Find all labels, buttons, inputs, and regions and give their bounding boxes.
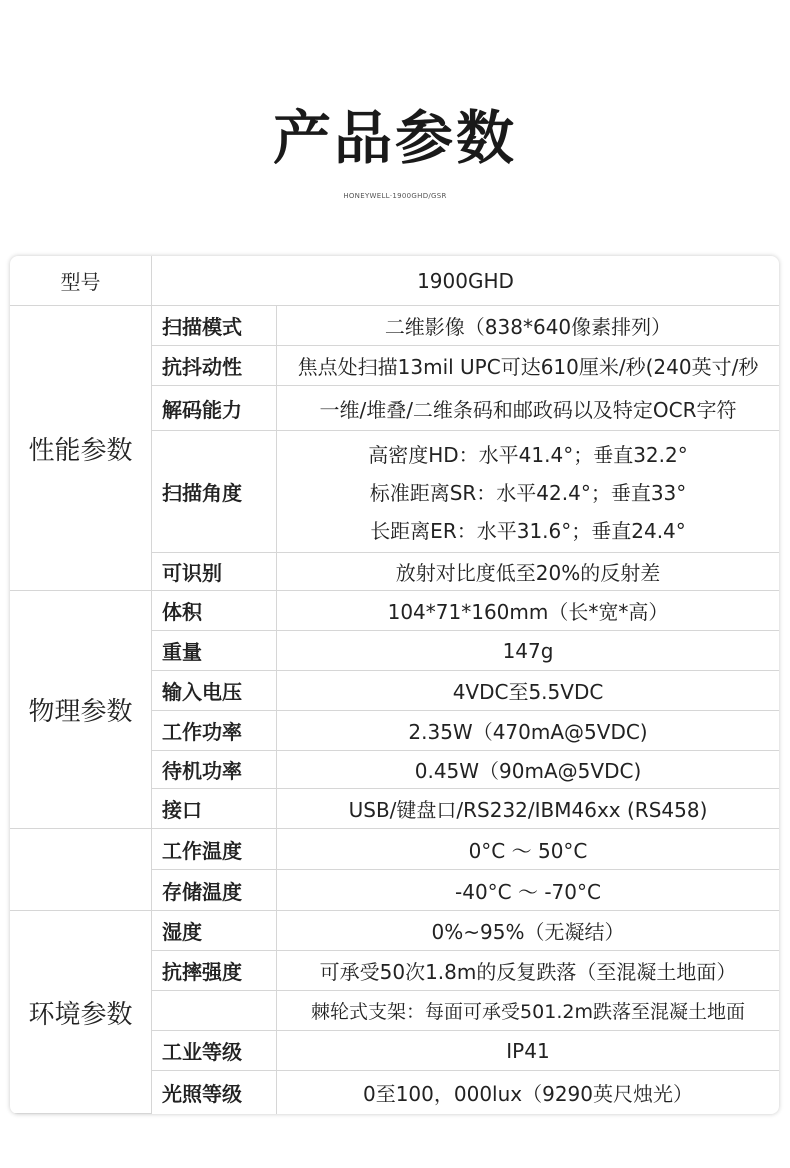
row-value: 棘轮式支架：每面可承受501.2m跌落至混凝土地面 xyxy=(277,991,779,1031)
row-label: 抗抖动性 xyxy=(152,346,277,386)
row-label: 扫描模式 xyxy=(152,306,277,346)
category-environment-blank xyxy=(10,829,152,911)
row-label: 抗摔强度 xyxy=(152,951,277,991)
page-subtitle: HONEYWELL·1900GHD/GSR xyxy=(343,192,447,200)
row-value: 放射对比度低至20%的反射差 xyxy=(277,553,779,591)
row-label xyxy=(152,991,277,1031)
row-value: 0°C ～ 50°C xyxy=(277,829,779,870)
row-value: 0.45W（90mA@5VDC) xyxy=(277,751,779,789)
row-value: -40°C ～ -70°C xyxy=(277,870,779,911)
category-physical: 物理参数 xyxy=(10,591,152,829)
row-value: 147g xyxy=(277,631,779,671)
row-label: 重量 xyxy=(152,631,277,671)
row-value: 0%~95%（无凝结） xyxy=(277,911,779,951)
spec-table xyxy=(10,256,779,1114)
row-label: 解码能力 xyxy=(152,386,277,431)
row-label: 湿度 xyxy=(152,911,277,951)
row-label: 可识别 xyxy=(152,553,277,591)
model-label: 型号 xyxy=(10,256,152,306)
row-label: 工作功率 xyxy=(152,711,277,751)
row-value: USB/键盘口/RS232/IBM46xx (RS458) xyxy=(277,789,779,829)
page-title: 产品参数 xyxy=(272,104,517,172)
row-value: 焦点处扫描13mil UPC可达610厘米/秒(240英寸/秒 xyxy=(277,346,779,386)
row-label: 光照等级 xyxy=(152,1071,277,1114)
row-value: 104*71*160mm（长*宽*高） xyxy=(277,591,779,631)
scan-angle-sr: 标准距离SR：水平42.4°；垂直33° xyxy=(369,480,687,505)
row-value: IP41 xyxy=(277,1031,779,1071)
row-value: 可承受50次1.8m的反复跌落（至混凝土地面） xyxy=(277,951,779,991)
row-value: 一维/堆叠/二维条码和邮政码以及特定OCR字符 xyxy=(277,386,779,431)
row-value: 2.35W（470mA@5VDC) xyxy=(277,711,779,751)
row-label: 待机功率 xyxy=(152,751,277,789)
row-label: 工作温度 xyxy=(152,829,277,870)
row-label: 输入电压 xyxy=(152,671,277,711)
row-value: 二维影像（838*640像素排列） xyxy=(277,306,779,346)
row-label: 接口 xyxy=(152,789,277,829)
model-value: 1900GHD xyxy=(152,256,779,306)
row-value: 0至100，000lux（9290英尺烛光） xyxy=(362,1082,694,1106)
category-environment: 环境参数 xyxy=(10,911,152,1114)
scan-angle-hd: 高密度HD：水平41.4°；垂直32.2° xyxy=(368,443,688,468)
row-value: 4VDC至5.5VDC xyxy=(277,671,779,711)
row-label: 体积 xyxy=(152,591,277,631)
row-label: 扫描角度 xyxy=(152,431,277,553)
scan-angle-values xyxy=(277,431,779,553)
scan-angle-er: 长距离ER：水平31.6°；垂直24.4° xyxy=(370,518,686,543)
row-label: 存储温度 xyxy=(152,870,277,911)
row-label: 工业等级 xyxy=(152,1031,277,1071)
category-performance: 性能参数 xyxy=(10,306,152,591)
